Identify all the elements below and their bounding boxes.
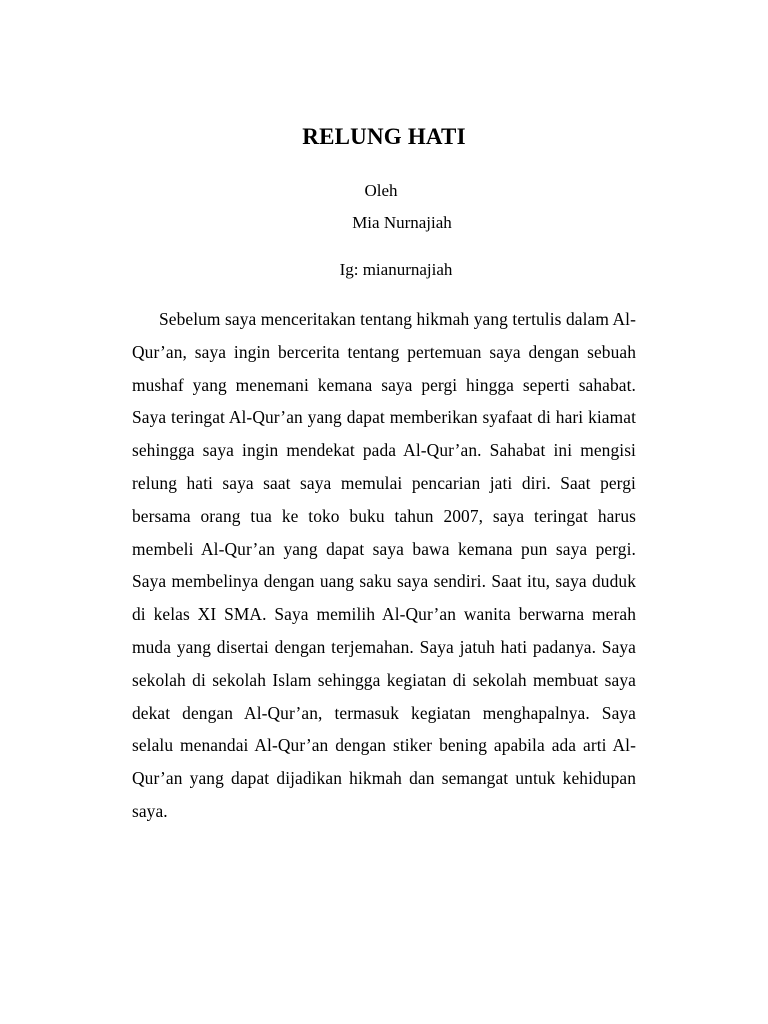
author-instagram: Ig: mianurnajiah [339, 260, 453, 279]
author-name: Mia Nurnajiah [352, 213, 452, 232]
body-paragraph: Sebelum saya menceritakan tentang hikmah yang tertulis dalam Al-Qur’an, saya ingin bercerita tentang pertemuan saya dengan sebuah mushaf yang menemani kemana saya pergi hingga seperti sahabat. Saya teringat Al-Qur’an yang dapat memberikan syafaat di hari kiamat sehingga saya ingin mendekat pada Al-Qur’an. Sahabat ini mengisi relung hati saya saat saya memulai pencarian jati diri. Saat pergi bersama orang tua ke toko buku tahun 2007, saya teringat harus membeli Al-Qur’an yang dapat saya bawa kemana pun saya pergi. Saya membelinya dengan uang saku saya sendiri. Saat itu, saya duduk di kelas XI SMA. Saya memilih Al-Qur’an wanita berwarna merah muda yang disertai dengan terjemahan. Saya jatuh hati padanya. Saya sekolah di sekolah Islam sehingga kegiatan di sekolah membuat saya dekat dengan Al-Qur’an, termasuk kegiatan menghapalnya. Saya selalu menandai Al-Qur’an dengan stiker bening apabila ada arti Al-Qur’an yang dapat dijadikan hikmah dan semangat untuk kehidupan saya. [132, 309, 636, 821]
document-title: RELUNG HATI [302, 124, 466, 149]
author-label: Oleh [364, 181, 398, 200]
